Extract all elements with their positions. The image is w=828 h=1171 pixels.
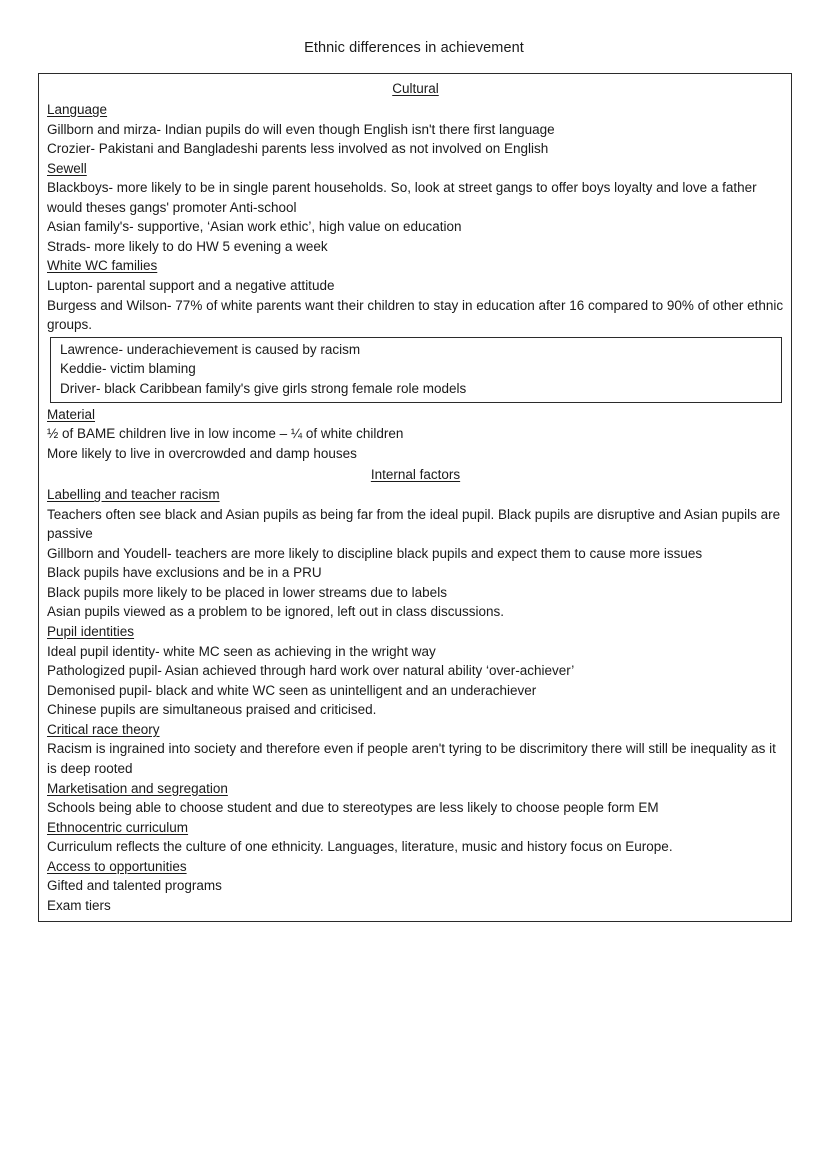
- note-line: More likely to live in overcrowded and damp houses: [47, 445, 357, 461]
- note-line: Gifted and talented programs: [47, 878, 222, 894]
- note-line: ½ of BAME children live in low income – ¼ of white children: [47, 426, 404, 442]
- subheading-pupil-identities: Pupil identities: [47, 624, 135, 639]
- subheading-labelling-and-teacher-racism: Labelling and teacher racism: [47, 487, 220, 503]
- subheading-white-wc-families: White WC families: [47, 258, 158, 274]
- note-line: Asian family's- supportive, ‘Asian work ethic’, high value on education: [47, 219, 462, 235]
- subheading-ethnocentric-curriculum: Ethnocentric curriculum: [47, 819, 189, 835]
- note-line: Racism is ingrained into society and therefore even if people aren't tyring to be discrimitory there will still be inequality as it is deep rooted: [47, 741, 776, 776]
- note-line: Chinese pupils are simultaneous praised and criticised.: [47, 702, 377, 718]
- section-heading-internal-factors: Internal factors: [370, 466, 461, 482]
- callout-line: Driver- black Caribbean family's give girls strong female role models: [60, 381, 467, 397]
- note-line: Ideal pupil identity- white MC seen as achieving in the wright way: [47, 643, 436, 659]
- subheading-access-to-opportunities: Access to opportunities: [47, 858, 187, 874]
- note-line: Burgess and Wilson- 77% of white parents want their children to stay in education after 16 compared to 90% of other ethnic groups.: [47, 297, 784, 333]
- note-line: Pathologized pupil- Asian achieved through hard work over natural ability ‘over-achiever’: [47, 663, 575, 679]
- note-line: Demonised pupil- black and white WC seen as unintelligent and an underachiever: [47, 682, 537, 698]
- note-line: Black pupils have exclusions and be in a PRU: [47, 565, 322, 581]
- subheading-sewell: Sewell: [47, 160, 87, 176]
- note-line: Teachers often see black and Asian pupils as being far from the ideal pupil. Black pupils are disruptive and Asian pupils are passive: [47, 506, 781, 542]
- note-line: Asian pupils viewed as a problem to be ignored, left out in class discussions.: [47, 604, 504, 620]
- note-line: Lupton- parental support and a negative attitude: [47, 278, 335, 294]
- callout-box: [50, 337, 782, 403]
- note-line: Curriculum reflects the culture of one ethnicity. Languages, literature, music and history focus on Europe.: [47, 839, 673, 855]
- note-line: Strads- more likely to do HW 5 evening a week: [47, 238, 328, 254]
- subheading-marketisation-and-segregation: Marketisation and segregation: [47, 780, 228, 796]
- section-heading-cultural: Cultural: [392, 81, 439, 97]
- note-line: Exam tiers: [47, 897, 111, 913]
- note-line: Gillborn and Youdell- teachers are more likely to discipline black pupils and expect them to cause more issues: [47, 545, 703, 561]
- note-line: Blackboys- more likely to be in single parent households. So, look at street gangs to offer boys loyalty and love a father would theses gangs' promoter Anti-school: [47, 180, 757, 215]
- note-line: Black pupils more likely to be placed in lower streams due to labels: [47, 584, 447, 600]
- note-line: Gillborn and mirza- Indian pupils do will even though English isn't there first language: [47, 121, 555, 137]
- callout-line: Lawrence- underachievement is caused by racism: [60, 341, 361, 357]
- subheading-material: Material: [47, 406, 96, 422]
- page-title: Ethnic differences in achievement: [304, 40, 524, 56]
- subheading-language: Language: [47, 101, 108, 117]
- notes-outer-box: [38, 73, 792, 922]
- subheading-critical-race-theory: Critical race theory: [47, 721, 160, 737]
- callout-line: Keddie- victim blaming: [60, 361, 196, 377]
- note-line: Schools being able to choose student and due to stereotypes are less likely to choose people form EM: [47, 800, 659, 816]
- note-line: Crozier- Pakistani and Bangladeshi parents less involved as not involved on English: [47, 141, 549, 157]
